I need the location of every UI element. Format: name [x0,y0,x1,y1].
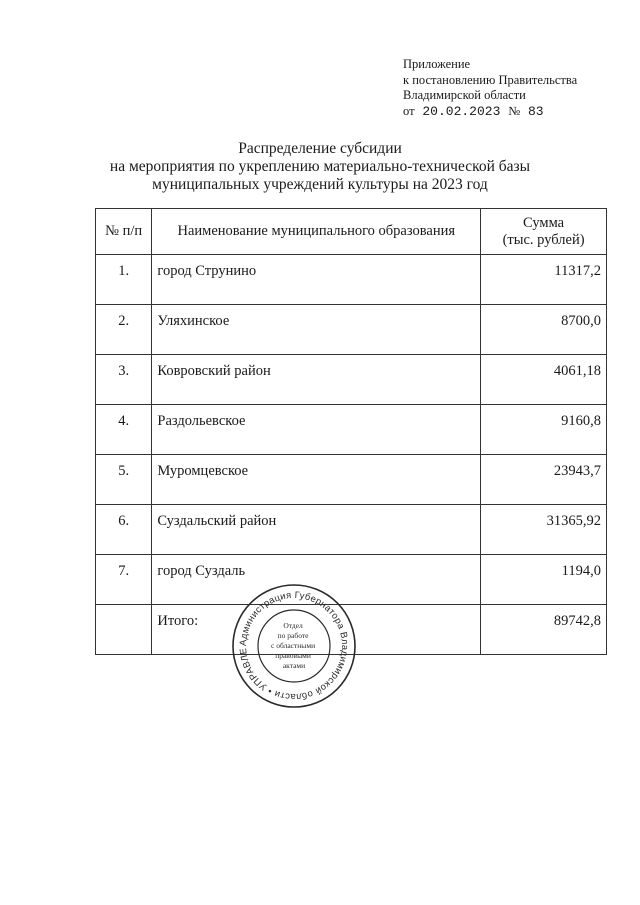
title-line-2: на мероприятия по укреплению материально-технической базы [109,158,531,175]
table-row [96,305,607,355]
row-num: 2. [96,305,152,355]
header-sum [481,209,607,255]
row-sum: 11317,2 [481,255,607,305]
row-name: Муромцевское [152,455,481,505]
row-num: 4. [96,405,152,455]
row-num: 6. [96,505,152,555]
row-sum: 9160,8 [481,405,607,455]
appendix-date-line [403,104,577,120]
row-sum: 8700,0 [481,305,607,355]
date-prefix: от [403,103,415,118]
total-label: Итого: [152,605,481,655]
row-num: 7. [96,555,152,605]
table-row [96,355,607,405]
row-name: Ковровский район [152,355,481,405]
appendix-line-2: к постановлению Правительства [403,72,578,87]
official-seal [230,582,358,710]
total-sum: 89742,8 [481,605,607,655]
appendix-header [403,57,577,119]
total-num-empty [96,605,152,655]
title-line-1: Распределение субсидии [238,140,402,157]
table-row [96,255,607,305]
table-row [96,455,607,505]
table-header-row [96,209,607,255]
row-name: город Струнино [152,255,481,305]
row-name: Суздальский район [152,505,481,555]
seal-ring-text: Администрация Губернатора Владимирской области • УПРАВЛЕ [236,588,352,704]
row-name: Уляхинское [152,305,481,355]
seal-center-text: Отдел по работе с областными правовыми актами [271,621,316,670]
table-row [96,405,607,455]
row-sum: 23943,7 [481,455,607,505]
row-num: 3. [96,355,152,405]
row-sum: 31365,92 [481,505,607,555]
number-prefix: № [508,103,521,118]
title-line-3: муниципальных учреждений культуры на 2023 год [152,176,488,193]
table-row [96,505,607,555]
decree-number: 83 [527,103,544,119]
decree-date: 20.02.2023 [422,103,501,119]
row-name: Раздольевское [152,405,481,455]
appendix-line-3: Владимирской области [403,88,526,102]
header-num: № п/п [96,209,152,255]
seal-graphic [230,582,358,710]
document-title [0,140,640,194]
header-sum-line-2: (тыс. рублей) [502,231,585,248]
row-name: город Суздаль [152,555,481,605]
row-sum: 4061,18 [481,355,607,405]
row-sum: 1194,0 [481,555,607,605]
row-num: 5. [96,455,152,505]
header-name: Наименование муниципального образования [152,209,481,255]
row-num: 1. [96,255,152,305]
appendix-line-1: Приложение [403,57,471,71]
header-sum-line-1: Сумма [523,214,565,231]
